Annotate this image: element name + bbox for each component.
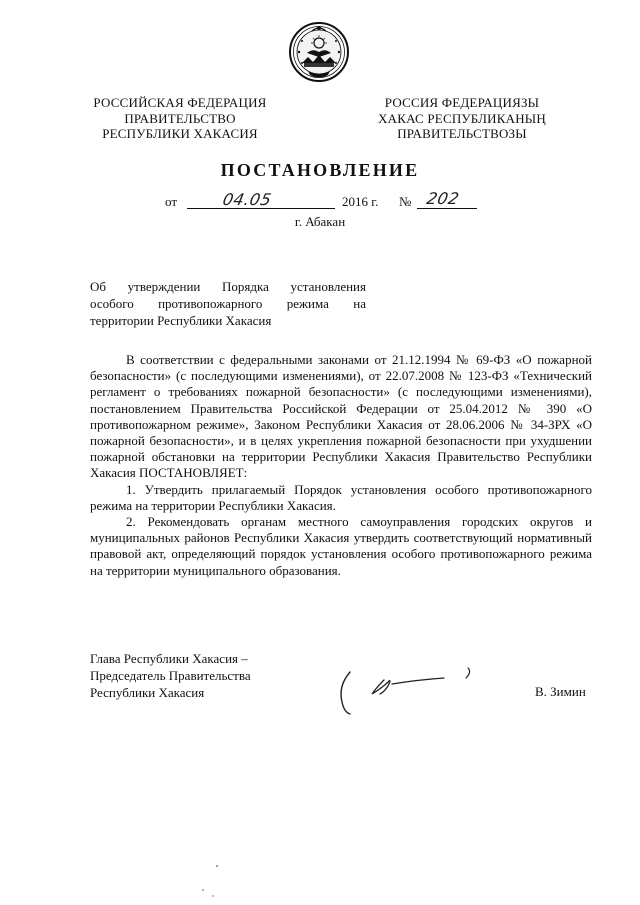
header-left-block xyxy=(82,95,278,142)
scan-specks xyxy=(195,860,235,900)
date-year: 2016 г. xyxy=(342,194,379,209)
date-number-line xyxy=(165,189,485,214)
header-left-line-3: РЕСПУБЛИКИ ХАКАСИЯ xyxy=(102,126,258,141)
signatory-position-line-3: Республики Хакасия xyxy=(90,685,205,700)
signatory-position xyxy=(90,650,251,701)
header-right-block xyxy=(360,95,564,142)
handwritten-number: 202 xyxy=(424,189,462,208)
header-right-line-1: РОССИЯ ФЕДЕРАЦИЯЗЫ xyxy=(384,95,540,110)
item-1-paragraph: 1. Утвердить прилагаемый Порядок установления особого противопожарного режима на территории Республики Хакасия. xyxy=(90,481,592,513)
subject-line-2: особого противопожарного режима на xyxy=(90,296,366,311)
signatory-position-line-2: Председатель Правительства xyxy=(90,668,251,683)
preamble-paragraph: В соответствии с федеральными законами от 21.12.1994 № 69-ФЗ «О пожарной безопасности» (с последующими изменениями), от 22.07.2008 № 123-ФЗ «Технический регламент о требованиях пожарной безопасности» (с последующими изменениями), постановлением Правительства Российской Федерации от 25.04.2012 № 390 «О противопожарном режиме», Законом Республики Хакасия от 28.06.2006 № 34-ЗРХ «О пожарной безопасности», и в целях укрепления пожарной безопасности при ухудшении пожарной обстановки на территории Республики Хакасия Правительство Республики Хакасия ПОСТАНОВЛЯЕТ: xyxy=(90,352,592,481)
subject-line-3: территории Республики Хакасия xyxy=(90,313,272,328)
handwritten-date: 04.05 xyxy=(220,190,274,209)
number-underline xyxy=(417,208,477,209)
city-line: г. Абакан xyxy=(294,214,346,229)
subject-block xyxy=(90,278,366,329)
coat-of-arms-emblem xyxy=(288,21,350,83)
header-right-line-2: ХАКАС РЕСПУБЛИКАНЫҢ xyxy=(378,110,546,126)
handwritten-signature xyxy=(336,658,496,718)
document-title: ПОСТАНОВЛЕНИЕ xyxy=(220,160,420,180)
item-2-paragraph: 2. Рекомендовать органам местного самоуправления городских округов и муниципальных районов Республики Хакасия утвердить соответствующий нормативный правовой акт, определяющий порядок установления особого противопожарного режима на территории муниципального образования. xyxy=(90,514,592,578)
number-label: № xyxy=(399,194,412,209)
header-left-line-2: ПРАВИТЕЛЬСТВО xyxy=(124,110,236,126)
signatory-position-line-1: Глава Республики Хакасия – xyxy=(90,651,248,666)
date-from-label: от xyxy=(165,194,178,209)
body-text xyxy=(90,352,592,579)
header-right-line-3: ПРАВИТЕЛЬСТВОЗЫ xyxy=(397,126,527,141)
signatory-name: В. Зимин xyxy=(535,684,586,699)
header-left-line-1: РОССИЙСКАЯ ФЕДЕРАЦИЯ xyxy=(93,95,267,110)
subject-line-1: Об утверждении Порядка установления xyxy=(90,279,366,294)
